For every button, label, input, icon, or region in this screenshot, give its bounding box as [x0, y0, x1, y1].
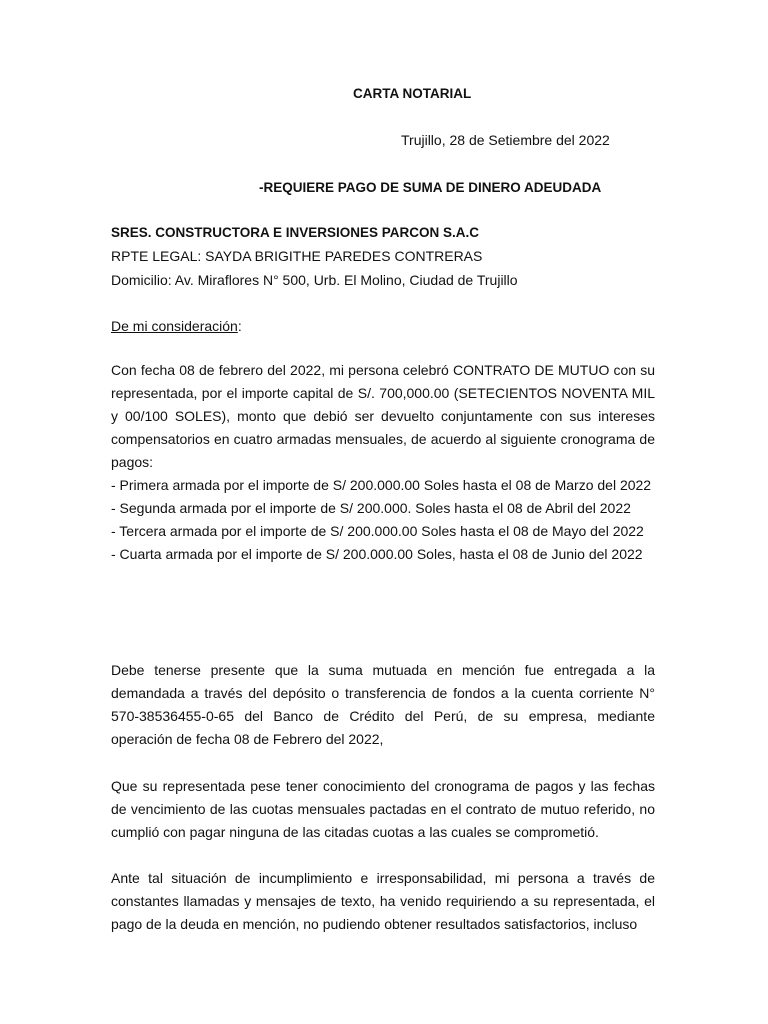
paragraph-2: Debe tenerse presente que la suma mutuada en mención fue entregada a la demandada a través del depósito o transferencia de fondos a la cuenta corriente N° 570-38536455-0-65 del Banco de Crédito del Perú, de su empresa, mediante operación de fecha 08 de Febrero del 2022,: [111, 662, 655, 747]
installment-2: - Segunda armada por el importe de S/ 200.000. Soles hasta el 08 de Abril del 2022: [111, 500, 631, 516]
greeting-punct: :: [237, 318, 242, 334]
document-title: CARTA NOTARIAL: [353, 86, 472, 101]
addressee-address: Domicilio: Av. Miraflores N° 500, Urb. El Molino, Ciudad de Trujillo: [111, 272, 518, 288]
installment-3: - Tercera armada por el importe de S/ 200.000.00 Soles hasta el 08 de Mayo del 2022: [111, 523, 644, 539]
paragraph-1: Con fecha 08 de febrero del 2022, mi persona celebró CONTRATO DE MUTUO con su representada, por el importe capital de S/. 700,000.00 (SETECIENTOS NOVENTA MIL y 00/100 SOLES), monto que debió ser devuelto conjuntamente con sus intereses compensatorios en cuatro armadas mensuales, de acuerdo al siguiente cronograma de pagos:: [111, 362, 655, 470]
paragraph-3: Que su representada pese tener conocimiento del cronograma de pagos y las fechas de vencimiento de las cuotas mensuales pactadas en el contrato de mutuo referido, no cumplió con pagar ninguna de las citadas cuotas a las cuales se comprometió.: [111, 778, 655, 840]
greeting: [111, 315, 242, 338]
installment-1: - Primera armada por el importe de S/ 200.000.00 Soles hasta el 08 de Marzo del 2022: [111, 477, 652, 493]
greeting-text: De mi consideración: [111, 318, 238, 334]
paragraph-requirement: [111, 867, 655, 936]
paragraph-deposit: [111, 659, 655, 751]
place-date: Trujillo, 28 de Setiembre del 2022: [401, 132, 610, 148]
addressee-company: SRES. CONSTRUCTORA E INVERSIONES PARCON S.A.C: [111, 225, 480, 240]
paragraph-4: Ante tal situación de incumplimiento e irresponsabilidad, mi persona a través de constantes llamadas y mensajes de texto, ha venido requiriendo a su representada, el pago de la deuda en mención, no pudiendo obtener resultados satisfactorios, incluso: [111, 870, 655, 932]
subject-line: -REQUIERE PAGO DE SUMA DE DINERO ADEUDADA: [259, 180, 602, 195]
installment-4: - Cuarta armada por el importe de S/ 200.000.00 Soles, hasta el 08 de Junio del 2022: [111, 546, 643, 562]
paragraph-contract: [111, 359, 655, 566]
paragraph-noncompliance: [111, 775, 655, 844]
addressee-legal-rep: RPTE LEGAL: SAYDA BRIGITHE PAREDES CONTRERAS: [111, 248, 483, 264]
